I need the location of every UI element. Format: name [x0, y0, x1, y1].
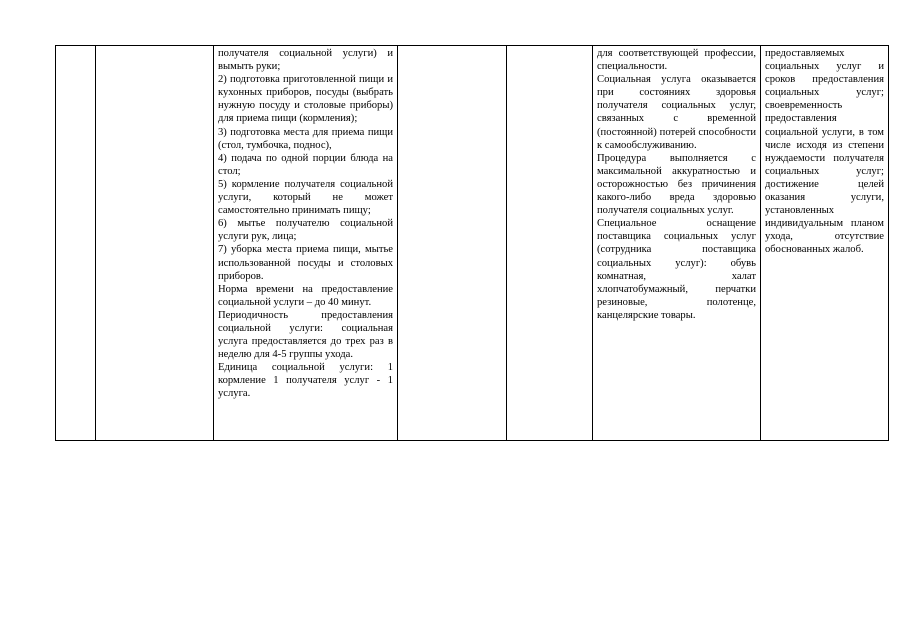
content-paragraph: 4) подача по одной порции блюда на стол;	[218, 152, 393, 177]
content-paragraph: 6) мытье получателю социальной услуги рук, лица;	[218, 218, 393, 243]
cell-service-content	[214, 46, 398, 441]
service-unit-paragraph: Единица социальной услуги: 1 кормление 1 получателя услуг - 1 услуга.	[218, 362, 393, 400]
periodicity-paragraph: Периодичность предоставления социальной услуги: социальная услуга предоставляется до трех раз в неделю для 4-5 группы ухода.	[218, 309, 393, 361]
content-paragraph: 5) кормление получателя социальной услуги, который не может самостоятельно принимать пищу;	[218, 178, 393, 217]
services-table	[55, 45, 889, 441]
quality-paragraph: предоставляемых социальных услуг и сроков предоставления социальных услуг; своевременность предоставления социальной услуги, в том числе исходя из степени нуждаемости получателя социальных услуг; достижение целей оказания услуги, установленных индивидуальным планом ухода, отсутствие обоснованных жалоб.	[765, 48, 884, 256]
time-norm-paragraph: Норма времени на предоставление социальной услуги – до 40 минут.	[218, 283, 393, 308]
cell-empty	[507, 46, 593, 441]
cell-service-name	[96, 46, 214, 441]
content-paragraph: 2) подготовка приготовленной пищи и кухонных приборов, посуды (выбрать нужную посуду и столовые приборы) для приема пищи (кормления);	[218, 74, 393, 125]
cell-empty	[398, 46, 507, 441]
content-paragraph: получателя социальной услуги) и вымыть руки;	[218, 48, 393, 73]
conditions-paragraph: для соответствующей профессии, специальности.	[597, 48, 756, 73]
cell-number	[56, 46, 96, 441]
content-paragraph: 3) подготовка места для приема пищи (стол, тумбочка, поднос),	[218, 126, 393, 151]
content-paragraph: 7) уборка места приема пищи, мытье использованной посуды и столовых приборов.	[218, 244, 393, 282]
conditions-paragraph: Процедура выполняется с максимальной аккуратностью и осторожностью без причинения какого-либо вреда здоровью получателя социальных услуг.	[597, 152, 756, 217]
conditions-paragraph: Социальная услуга оказывается при состояниях здоровья получателя социальных услуг, связанных с временной (постоянной) потерей способности к самообслуживанию.	[597, 74, 756, 151]
cell-quality-indicators	[761, 46, 889, 441]
equipment-paragraph: Специальное оснащение поставщика социальных услуг (сотрудника поставщика социальных услуг): обувь комнатная, халат хлопчатобумажный, перчатки резиновые, полотенце, канцелярские товары.	[597, 218, 756, 321]
cell-conditions	[593, 46, 761, 441]
table-row	[56, 46, 889, 441]
